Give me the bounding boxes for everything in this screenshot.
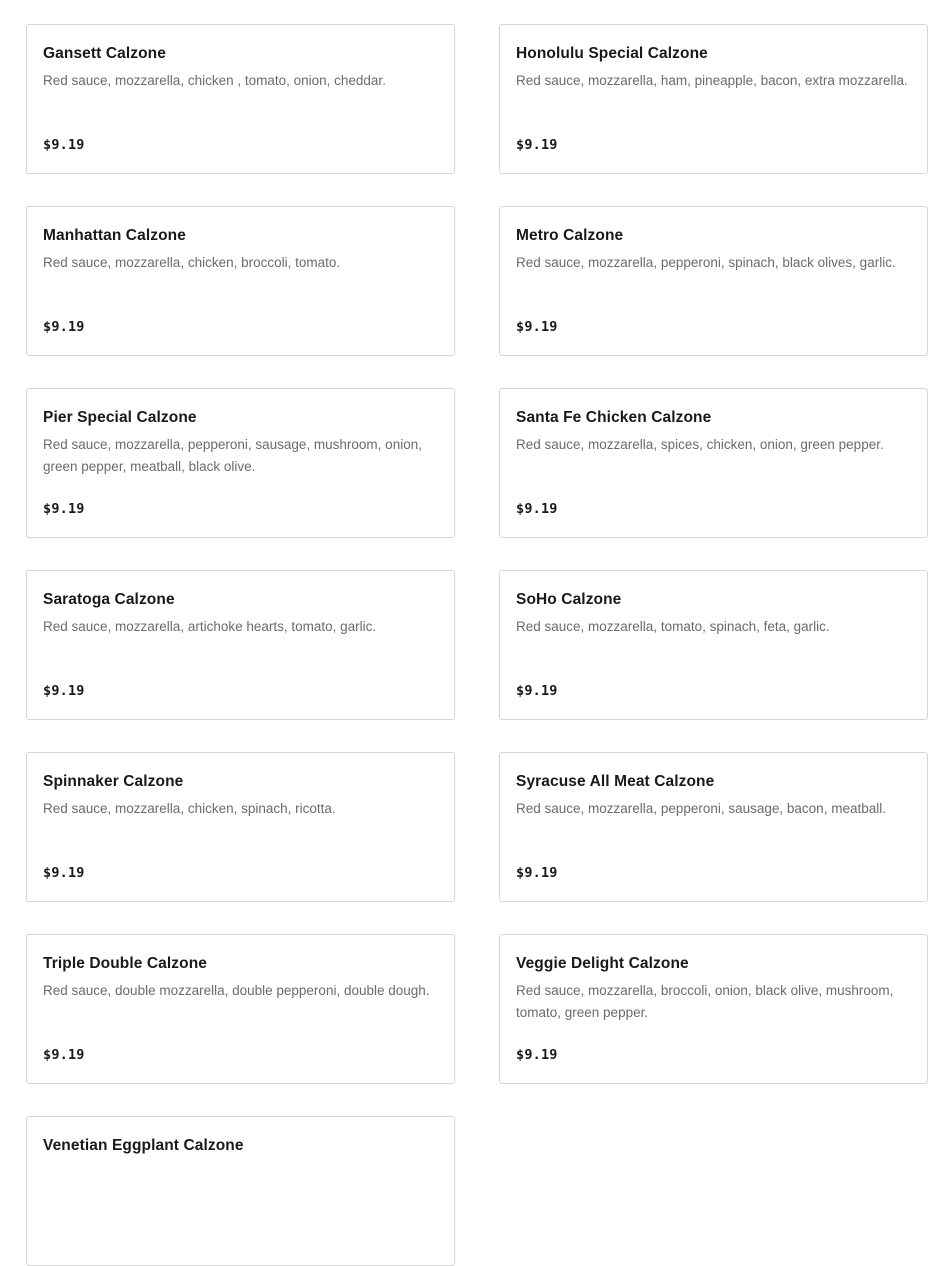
menu-item-name: Triple Double Calzone [43,955,208,972]
menu-item-price: $9.19 [516,683,558,699]
menu-item-card[interactable] [499,24,928,174]
menu-item-price: $9.19 [43,319,85,335]
menu-item-description: Red sauce, mozzarella, ham, pineapple, bacon, extra mozzarella. [516,73,908,88]
menu-item-name: Venetian Eggplant Calzone [43,1137,244,1154]
menu-item-card[interactable] [26,388,455,538]
menu-item-description: Red sauce, mozzarella, chicken, broccoli, tomato. [43,255,341,270]
menu-item-description: Red sauce, mozzarella, pepperoni, spinach, black olives, garlic. [516,255,896,270]
menu-item-price: $9.19 [516,137,558,153]
menu-item-price: $9.19 [43,501,85,517]
menu-item-price: $9.19 [516,865,558,881]
menu-item-description: Red sauce, mozzarella, spices, chicken, onion, green pepper. [516,437,884,452]
menu-item-description: Red sauce, mozzarella, chicken , tomato, onion, cheddar. [43,73,386,88]
menu-item-card[interactable] [499,388,928,538]
menu-item-card[interactable] [26,1116,455,1266]
menu-item-card[interactable] [499,752,928,902]
menu-item-card[interactable] [26,934,455,1084]
menu-item-name: Veggie Delight Calzone [516,955,689,972]
menu-item-name: Saratoga Calzone [43,591,175,608]
menu-item-card[interactable] [499,570,928,720]
menu-item-description: Red sauce, double mozzarella, double pepperoni, double dough. [43,983,430,998]
menu-item-card[interactable] [26,570,455,720]
menu-item-price: $9.19 [516,1047,558,1063]
menu-item-card[interactable] [26,206,455,356]
menu-item-description: Red sauce, mozzarella, pepperoni, sausage, bacon, meatball. [516,801,886,816]
menu-item-card[interactable] [499,934,928,1084]
menu-item-price: $9.19 [43,865,85,881]
menu-item-description: Red sauce, mozzarella, artichoke hearts, tomato, garlic. [43,619,377,634]
menu-item-name: Gansett Calzone [43,45,166,62]
menu-item-card[interactable] [499,206,928,356]
menu-item-price: $9.19 [43,1047,85,1063]
menu-item-description: Red sauce, mozzarella, chicken, spinach, ricotta. [43,801,336,816]
menu-item-card[interactable] [26,752,455,902]
menu-item-name: Syracuse All Meat Calzone [516,773,715,790]
menu-item-name: Santa Fe Chicken Calzone [516,409,712,426]
menu-item-card[interactable] [26,24,455,174]
menu-item-price: $9.19 [43,137,85,153]
menu-item-name: Honolulu Special Calzone [516,45,708,62]
menu-item-price: $9.19 [516,501,558,517]
menu-item-price: $9.19 [516,319,558,335]
menu-item-price: $9.19 [43,683,85,699]
menu-item-description: Red sauce, mozzarella, broccoli, onion, black olive, mushroom, tomato, green pepper. [516,983,894,1020]
menu-item-grid [26,24,928,1266]
menu-item-name: Metro Calzone [516,227,624,244]
menu-item-description: Red sauce, mozzarella, tomato, spinach, feta, garlic. [516,619,830,634]
menu-item-name: Manhattan Calzone [43,227,186,244]
menu-item-name: SoHo Calzone [516,591,622,608]
menu-item-description: Red sauce, mozzarella, pepperoni, sausage, mushroom, onion, green pepper, meatball, black olive. [43,437,422,474]
menu-item-name: Spinnaker Calzone [43,773,184,790]
menu-item-name: Pier Special Calzone [43,409,197,426]
